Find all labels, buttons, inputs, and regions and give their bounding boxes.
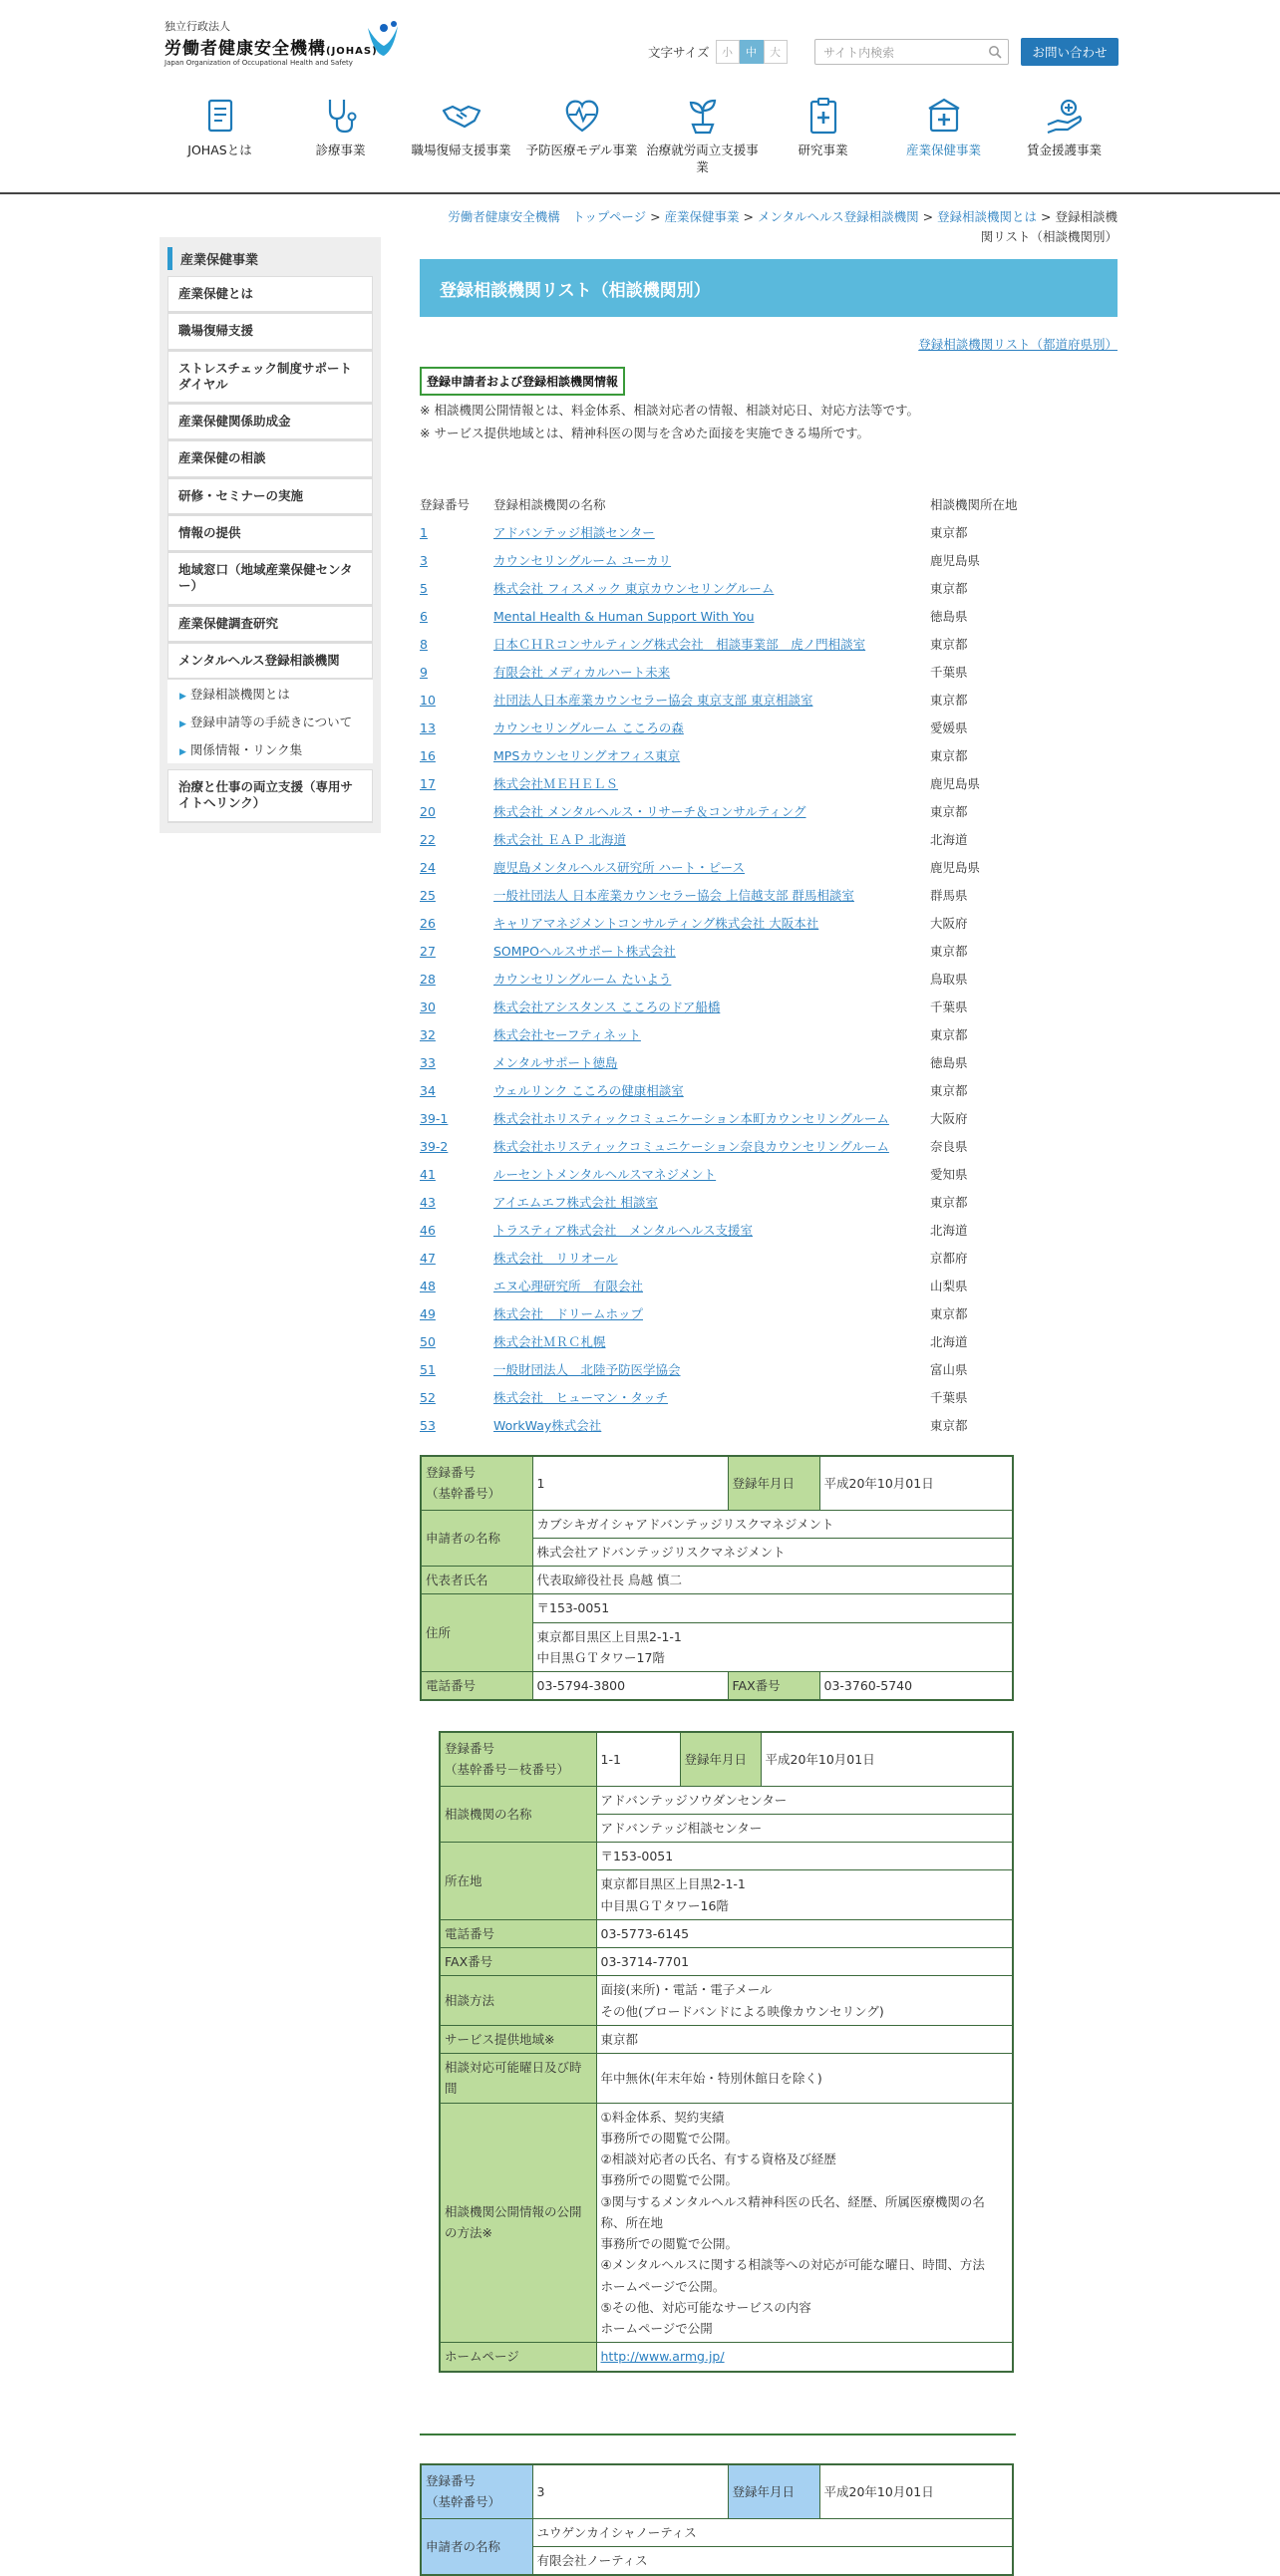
field-label: 登録年月日 xyxy=(728,2464,819,2518)
search-placeholder: サイト内検索 xyxy=(823,46,895,60)
organization-name-link[interactable]: アドバンテッジ相談センター xyxy=(493,525,655,540)
organization-location: 東京都 xyxy=(930,637,968,652)
field-label: ホームページ xyxy=(440,2343,596,2372)
registration-number-link[interactable]: 32 xyxy=(420,1026,436,1042)
nav-label: 研究事業 xyxy=(798,143,848,157)
organization-name-link[interactable]: WorkWay株式会社 xyxy=(493,1418,602,1433)
registration-number-link[interactable]: 28 xyxy=(420,971,436,987)
field-label: 申請者の名称 xyxy=(421,1510,532,1567)
table-row xyxy=(420,1355,1078,1383)
registration-number-link[interactable]: 53 xyxy=(420,1417,436,1433)
registration-number-link[interactable]: 39-2 xyxy=(420,1138,449,1154)
sidebar xyxy=(160,237,381,833)
organization-location: 富山県 xyxy=(930,1362,968,1377)
registration-number-link[interactable]: 17 xyxy=(420,775,436,791)
field-value: 東京都 xyxy=(596,2025,1013,2053)
field-value: ユウゲンカイシャノーティス xyxy=(532,2518,1013,2546)
field-value: ①料金体系、契約実績 xyxy=(600,2109,725,2125)
organization-name-link[interactable]: エヌ心理研究所 有限会社 xyxy=(493,1279,644,1293)
organization-location: 山梨県 xyxy=(930,1279,968,1293)
field-label: 登録番号 （基幹番号） xyxy=(421,2464,532,2518)
organization-name-link[interactable]: Mental Health & Human Support With You xyxy=(493,608,755,624)
triangle-right-icon: ▶ xyxy=(179,692,186,702)
sidebar-subitem[interactable] xyxy=(167,735,373,763)
field-value: 年中無休(年末年始・特別休館日を除く) xyxy=(596,2054,1013,2104)
organization-location: 北海道 xyxy=(930,1223,968,1238)
organization-location: 大阪府 xyxy=(930,1111,968,1126)
field-value: ⑤その他、対応可能なサービスの内容 xyxy=(600,2299,811,2315)
organization-name-link[interactable]: 株式会社 フィスメック 東京カウンセリングルーム xyxy=(493,581,775,596)
main-content xyxy=(420,207,1118,1439)
table-row xyxy=(420,1383,1078,1411)
organization-name-link[interactable]: 一般財団法人 北陸予防医学協会 xyxy=(493,1362,681,1377)
nav-research[interactable] xyxy=(763,95,883,184)
site-logo[interactable] xyxy=(164,18,378,67)
table-row xyxy=(420,797,1078,825)
organization-location: 東京都 xyxy=(930,944,968,959)
breadcrumb-link[interactable]: 労働者健康安全機構 トップページ xyxy=(448,209,647,224)
table-row xyxy=(420,909,1078,937)
organization-name-link[interactable]: カウンセリングルーム たいよう xyxy=(493,972,672,987)
field-label: 登録年月日 xyxy=(680,1732,761,1786)
clipboard-plus-icon xyxy=(802,95,844,137)
field-label: 電話番号 xyxy=(440,1919,596,1947)
organization-location: 千葉県 xyxy=(930,665,968,680)
field-label: 住所 xyxy=(421,1594,532,1672)
registration-number-link[interactable]: 39-1 xyxy=(420,1110,449,1126)
field-value: 事務所での閲覧で公開。 xyxy=(600,2172,739,2188)
registration-number-link[interactable]: 3 xyxy=(420,552,428,568)
nav-return-to-work[interactable] xyxy=(401,95,521,184)
field-value: 事務所での閲覧で公開。 xyxy=(600,2236,739,2251)
sidebar-subitem-label: 登録相談機関とは xyxy=(189,687,290,702)
registration-number-link[interactable]: 6 xyxy=(420,608,428,624)
nav-label: 診療事業 xyxy=(315,143,366,157)
nav-label: 賃金援護事業 xyxy=(1026,143,1102,157)
registration-number-link[interactable]: 24 xyxy=(420,859,436,875)
breadcrumb-link[interactable]: 登録相談機関とは xyxy=(937,209,1038,224)
font-size-large-button[interactable]: 大 xyxy=(764,40,788,64)
organization-location: 東京都 xyxy=(930,1083,968,1098)
registration-number-link[interactable]: 48 xyxy=(420,1278,436,1293)
field-value: その他(ブロードバンドによる映像カウンセリング) xyxy=(600,2003,884,2019)
organization-location: 東京都 xyxy=(930,1306,968,1321)
organization-name-link[interactable]: 一般社団法人 日本産業カウンセラー協会 上信越支部 群馬相談室 xyxy=(493,888,854,903)
nav-label: JOHASとは xyxy=(187,143,252,157)
sidebar-subitem[interactable] xyxy=(167,680,373,708)
field-value: 中目黒ＧＴタワー17階 xyxy=(536,1649,665,1665)
organization-location: 鳥取県 xyxy=(930,972,968,987)
field-value: 平成20年10月01日 xyxy=(819,2464,1013,2518)
field-value: 株式会社アドバンテッジリスクマネジメント xyxy=(532,1538,1013,1566)
organization-name-link[interactable]: ルーセントメンタルヘルスマネジメント xyxy=(493,1167,717,1182)
organization-name-link[interactable]: SOMPOヘルスサポート株式会社 xyxy=(493,944,676,959)
organization-name-link[interactable]: 株式会社 ドリームホップ xyxy=(493,1306,644,1321)
organization-location: 千葉県 xyxy=(930,1390,968,1405)
table-row xyxy=(420,1411,1078,1439)
table-row xyxy=(420,1020,1078,1048)
field-value: 東京都目黒区上目黒2-1-1 xyxy=(536,1628,682,1644)
logo-abbr: (JOHAS) xyxy=(326,46,378,57)
organization-name-link[interactable]: カウンセリングルーム ユーカリ xyxy=(493,553,672,568)
field-label: 電話番号 xyxy=(421,1672,532,1701)
organization-name-link[interactable]: キャリアマネジメントコンサルティング株式会社 大阪本社 xyxy=(493,916,819,931)
document-icon xyxy=(199,95,241,137)
table-row xyxy=(420,965,1078,993)
organization-name-link[interactable]: アイエムエフ株式会社 相談室 xyxy=(493,1195,658,1210)
organization-name-link[interactable]: MPSカウンセリングオフィス東京 xyxy=(493,748,681,763)
nav-preventive[interactable] xyxy=(521,95,642,184)
registration-number-link[interactable]: 47 xyxy=(420,1250,436,1266)
registration-number-link[interactable]: 50 xyxy=(420,1333,436,1349)
breadcrumb-current: 登録相談機 xyxy=(1055,209,1118,224)
nav-clinical[interactable] xyxy=(280,95,401,184)
registration-number-link[interactable]: 13 xyxy=(420,719,436,735)
field-value: 1 xyxy=(532,1456,728,1510)
field-label: FAX番号 xyxy=(728,1672,819,1701)
font-size-switcher xyxy=(648,40,788,64)
organization-location: 東京都 xyxy=(930,804,968,819)
page-title: 登録相談機関リスト（相談機関別） xyxy=(420,259,1118,317)
sidebar-item[interactable]: 産業保健とは xyxy=(167,276,373,313)
registration-number-link[interactable]: 33 xyxy=(420,1054,436,1070)
organization-name-link[interactable]: トラスティア株式会社 メンタルヘルス支援室 xyxy=(493,1223,754,1238)
organization-location: 鹿児島県 xyxy=(930,776,981,791)
organization-location: 徳島県 xyxy=(930,1055,968,1070)
table-row xyxy=(420,518,1078,546)
field-value: 平成20年10月01日 xyxy=(819,1456,1013,1510)
organization-location: 群馬県 xyxy=(930,888,968,903)
sidebar-subitem[interactable] xyxy=(167,708,373,735)
field-label: FAX番号 xyxy=(440,1948,596,1976)
table-row xyxy=(420,825,1078,853)
sidebar-item[interactable]: 職場復帰支援 xyxy=(167,313,373,350)
table-row xyxy=(420,630,1078,658)
registration-number-link[interactable]: 43 xyxy=(420,1194,436,1210)
field-label: 申請者の名称 xyxy=(421,2518,532,2575)
sidebar-item[interactable]: 研修・セミナーの実施 xyxy=(167,478,373,515)
field-value: ホームページで公開。 xyxy=(600,2278,726,2294)
organization-name-link[interactable]: 株式会社 リリオール xyxy=(493,1251,618,1266)
nav-wage-support[interactable] xyxy=(1004,95,1124,184)
field-label: 登録番号 （基幹番号） xyxy=(421,1456,532,1510)
field-label: 相談機関公開情報の公開の方法※ xyxy=(440,2103,596,2343)
font-size-medium-button[interactable]: 中 xyxy=(740,40,764,64)
table-row xyxy=(420,714,1078,741)
table-row xyxy=(420,1272,1078,1299)
registration-number-link[interactable]: 5 xyxy=(420,580,428,596)
sidebar-item[interactable]: 産業保健調査研究 xyxy=(167,606,373,643)
sidebar-item[interactable]: 地域窓口（地域産業保健センター） xyxy=(167,552,373,606)
logo-subtitle: 独立行政法人 xyxy=(164,20,230,33)
table-row xyxy=(420,769,1078,797)
field-value: 03-3714-7701 xyxy=(596,1948,1013,1976)
organization-location: 愛媛県 xyxy=(930,720,968,735)
sidebar-item[interactable]: 産業保健の相談 xyxy=(167,440,373,477)
sidebar-item[interactable]: 情報の提供 xyxy=(167,515,373,552)
registration-number-link[interactable]: 34 xyxy=(420,1082,436,1098)
organization-location: 徳島県 xyxy=(930,609,968,624)
registration-number-link[interactable]: 52 xyxy=(420,1389,436,1405)
handshake-icon xyxy=(441,95,482,137)
search-icon[interactable] xyxy=(988,45,1002,59)
field-label: 相談対応可能曜日及び時間 xyxy=(440,2054,596,2104)
registration-number-link[interactable]: 8 xyxy=(420,636,428,652)
field-value: カブシキガイシャアドバンテッジリスクマネジメント xyxy=(532,1510,1013,1538)
breadcrumb-link[interactable]: 産業保健事業 xyxy=(664,209,740,224)
table-row xyxy=(420,853,1078,881)
sidebar-item[interactable]: 治療と仕事の両立支援（専用サイトへリンク） xyxy=(167,769,373,823)
contact-button[interactable]: お問い合わせ xyxy=(1021,38,1119,66)
registration-number-link[interactable]: 22 xyxy=(420,831,436,847)
registration-number-link[interactable]: 25 xyxy=(420,887,436,903)
registration-number-link[interactable]: 20 xyxy=(420,803,436,819)
nav-johas[interactable] xyxy=(160,95,280,184)
organization-location: 東京都 xyxy=(930,1027,968,1042)
field-value: ④メンタルヘルスに関する相談等への対応が可能な曜日、時間、方法 xyxy=(600,2257,985,2273)
registration-number-link[interactable]: 46 xyxy=(420,1222,436,1238)
registration-number-link[interactable]: 9 xyxy=(420,664,428,680)
logo-mark-icon xyxy=(364,20,402,60)
nav-occupational-health[interactable] xyxy=(883,95,1004,184)
organization-location: 北海道 xyxy=(930,832,968,847)
organization-location: 北海道 xyxy=(930,1334,968,1349)
registration-number-link[interactable]: 49 xyxy=(420,1305,436,1321)
site-header xyxy=(0,0,1280,194)
homepage-link[interactable]: http://www.armg.jp/ xyxy=(600,2349,725,2365)
organization-location: 東京都 xyxy=(930,525,968,540)
organization-name-link[interactable]: 株式会社セーフティネット xyxy=(493,1027,641,1042)
stethoscope-icon xyxy=(320,95,362,137)
field-value: 面接(来所)・電話・電子メール xyxy=(600,1982,773,1998)
sidebar-item[interactable]: 産業保健関係助成金 xyxy=(167,404,373,440)
logo-title: 労働者健康安全機構 xyxy=(164,39,326,59)
organization-name-link[interactable]: 株式会社 ＥＡＰ 北海道 xyxy=(493,832,626,847)
organization-name-link[interactable]: ウェルリンク こころの健康相談室 xyxy=(493,1083,684,1098)
organization-location: 大阪府 xyxy=(930,916,968,931)
sidebar-heading: 産業保健事業 xyxy=(167,247,373,270)
field-value: ホームページで公開 xyxy=(600,2321,713,2336)
field-value: 03-5794-3800 xyxy=(532,1672,728,1701)
by-prefecture-link[interactable]: 登録相談機関リスト（都道府県別） xyxy=(918,337,1118,352)
breadcrumb-current: 関リスト（相談機関別） xyxy=(980,229,1118,244)
table-row xyxy=(420,993,1078,1020)
field-label: 登録番号 （基幹番号－枝番号） xyxy=(440,1732,596,1786)
table-row xyxy=(420,658,1078,686)
organization-name-link[interactable]: 株式会社 メンタルヘルス・リサーチ＆コンサルティング xyxy=(493,804,806,819)
organization-name-link[interactable]: カウンセリングルーム こころの森 xyxy=(493,720,684,735)
field-value: 1-1 xyxy=(596,1732,680,1786)
organization-list-table xyxy=(420,490,1078,1439)
organization-location: 千葉県 xyxy=(930,1000,968,1014)
organization-location: 東京都 xyxy=(930,1418,968,1433)
sidebar-item[interactable]: ストレスチェック制度サポートダイヤル xyxy=(167,351,373,405)
field-value: 中目黒ＧＴタワー16階 xyxy=(600,1897,729,1913)
table-row xyxy=(420,602,1078,630)
registration-number-link[interactable]: 26 xyxy=(420,915,436,931)
sidebar-item-mental-health[interactable]: メンタルヘルス登録相談機関 xyxy=(167,643,373,680)
nav-label: 産業保健事業 xyxy=(905,143,981,157)
font-size-small-button[interactable]: 小 xyxy=(716,40,740,64)
table-row xyxy=(420,1104,1078,1132)
font-size-label: 文字サイズ xyxy=(648,45,710,60)
table-row xyxy=(420,574,1078,602)
field-value: ③関与するメンタルヘルス精神科医の氏名、経歴、所属医療機関の名称、所在地 xyxy=(600,2193,985,2230)
registration-number-link[interactable]: 27 xyxy=(420,943,436,959)
field-value: 3 xyxy=(532,2464,728,2518)
sidebar-subitem-label: 関係情報・リンク集 xyxy=(189,742,303,757)
field-label: 所在地 xyxy=(440,1843,596,1920)
organization-name-link[interactable]: 社団法人日本産業カウンセラー協会 東京支部 東京相談室 xyxy=(493,693,813,708)
field-label: 相談機関の名称 xyxy=(440,1786,596,1843)
table-row xyxy=(420,1299,1078,1327)
note-text: ※ 相談機関公開情報とは、料金体系、相談対応者の情報、相談対応日、対応方法等です。 xyxy=(420,403,919,418)
table-row xyxy=(420,1327,1078,1355)
registration-number-link[interactable]: 16 xyxy=(420,747,436,763)
site-search-input[interactable] xyxy=(814,39,1009,65)
organization-name-link[interactable]: 有限会社 メディカルハート未来 xyxy=(493,665,671,680)
logo-english: Japan Organization of Occupational Health and Safety xyxy=(164,59,353,67)
organization-location: 鹿児島県 xyxy=(930,860,981,875)
table-row xyxy=(420,1132,1078,1160)
nav-label: 予防医療モデル事業 xyxy=(525,143,638,157)
field-label: 代表者氏名 xyxy=(421,1567,532,1594)
table-row xyxy=(420,881,1078,909)
organization-name-link[interactable]: 株式会社ＭＲＣ札幌 xyxy=(493,1334,606,1349)
table-row xyxy=(420,741,1078,769)
organization-name-link[interactable]: 株式会社アシスタンス こころのドア船橋 xyxy=(493,1000,721,1014)
table-row xyxy=(420,1216,1078,1244)
organization-location: 愛知県 xyxy=(930,1167,968,1182)
organization-location: 東京都 xyxy=(930,748,968,763)
column-header: 登録相談機関の名称 xyxy=(493,497,606,512)
note-text: ※ サービス提供地域とは、精神科医の関与を含めた面接を実施できる場所です。 xyxy=(420,425,869,440)
registration-number-link[interactable]: 41 xyxy=(420,1166,436,1182)
organization-name-link[interactable]: 株式会社ホリスティックコミュニケーション本町カウンセリングルーム xyxy=(493,1111,889,1126)
organization-name-link[interactable]: メンタルサポート徳島 xyxy=(493,1055,618,1070)
applicant-detail-3 xyxy=(420,2463,1014,2576)
field-value: 事務所での閲覧で公開。 xyxy=(600,2130,739,2146)
organization-location: 東京都 xyxy=(930,581,968,596)
section-label: 登録申請者および登録相談機関情報 xyxy=(420,367,625,396)
organization-name-link[interactable]: 鹿児島メンタルヘルス研究所 ハート・ピース xyxy=(493,860,745,875)
medical-kit-icon xyxy=(923,95,965,137)
field-value: 〒153-0051 xyxy=(532,1594,1013,1622)
registration-number-link[interactable]: 30 xyxy=(420,999,436,1014)
field-value: 有限会社ノーティス xyxy=(532,2546,1013,2575)
organization-name-link[interactable]: 日本ＣＨＲコンサルティング株式会社 相談事業部 虎ノ門相談室 xyxy=(493,637,866,652)
nav-label: 職場復帰支援事業 xyxy=(411,143,511,157)
field-value: 03-3760-5740 xyxy=(819,1672,1013,1701)
column-header: 登録番号 xyxy=(420,497,471,512)
breadcrumb-link[interactable]: メンタルヘルス登録相談機関 xyxy=(757,209,919,224)
table-row xyxy=(420,937,1078,965)
field-value: 代表取締役社長 鳥越 慎二 xyxy=(532,1567,1013,1594)
column-header: 相談機関所在地 xyxy=(930,497,1018,512)
field-value: アドバンテッジ相談センター xyxy=(596,1814,1013,1842)
organization-location: 奈良県 xyxy=(930,1139,968,1154)
triangle-right-icon: ▶ xyxy=(179,747,186,757)
sprout-icon xyxy=(682,95,724,137)
office-detail-1-1 xyxy=(439,1731,1014,2373)
registration-number-link[interactable]: 10 xyxy=(420,692,436,708)
registration-number-link[interactable]: 1 xyxy=(420,524,428,540)
organization-name-link[interactable]: 株式会社ＭＥＨＥＬＳ xyxy=(493,776,619,791)
table-row xyxy=(420,1076,1078,1104)
registration-number-link[interactable]: 51 xyxy=(420,1361,436,1377)
organization-location: 鹿児島県 xyxy=(930,553,981,568)
section-divider xyxy=(420,2433,1016,2435)
field-value: ②相談対応者の氏名、有する資格及び経歴 xyxy=(600,2151,836,2166)
field-label: 登録年月日 xyxy=(728,1456,819,1510)
organization-location: 東京都 xyxy=(930,1195,968,1210)
nav-treatment-work[interactable] xyxy=(642,95,763,184)
field-label: サービス提供地域※ xyxy=(440,2025,596,2053)
organization-location: 京都府 xyxy=(930,1251,968,1266)
field-value: アドバンテッジソウダンセンター xyxy=(596,1786,1013,1814)
breadcrumb: 労働者健康安全機構 トップページ > 産業保健事業 > メンタルヘルス登録相談機関 > 登録相談機関とは > 登録相談機 関リスト（相談機関別） xyxy=(448,209,1118,244)
hand-support-icon xyxy=(1044,95,1086,137)
table-row xyxy=(420,546,1078,574)
field-value: 03-5773-6145 xyxy=(596,1919,1013,1947)
applicant-detail-1 xyxy=(420,1455,1014,1701)
table-row xyxy=(420,1244,1078,1272)
organization-location: 東京都 xyxy=(930,693,968,708)
sidebar-subitem-label: 登録申請等の手続きについて xyxy=(189,715,353,729)
table-header-row xyxy=(420,490,1078,518)
field-value: 平成20年10月01日 xyxy=(761,1732,1013,1786)
table-row xyxy=(420,1160,1078,1188)
field-label: 相談方法 xyxy=(440,1976,596,2026)
field-value: 東京都目黒区上目黒2-1-1 xyxy=(600,1876,746,1892)
organization-name-link[interactable]: 株式会社 ヒューマン・タッチ xyxy=(493,1390,669,1405)
table-row xyxy=(420,1188,1078,1216)
global-nav xyxy=(160,95,1126,184)
table-row xyxy=(420,686,1078,714)
triangle-right-icon: ▶ xyxy=(179,719,186,729)
heart-pulse-icon xyxy=(561,95,603,137)
nav-label: 治療就労両立支援事業 xyxy=(646,143,759,174)
table-row xyxy=(420,1048,1078,1076)
organization-name-link[interactable]: 株式会社ホリスティックコミュニケーション奈良カウンセリングルーム xyxy=(493,1139,889,1154)
field-value: 〒153-0051 xyxy=(596,1843,1013,1870)
